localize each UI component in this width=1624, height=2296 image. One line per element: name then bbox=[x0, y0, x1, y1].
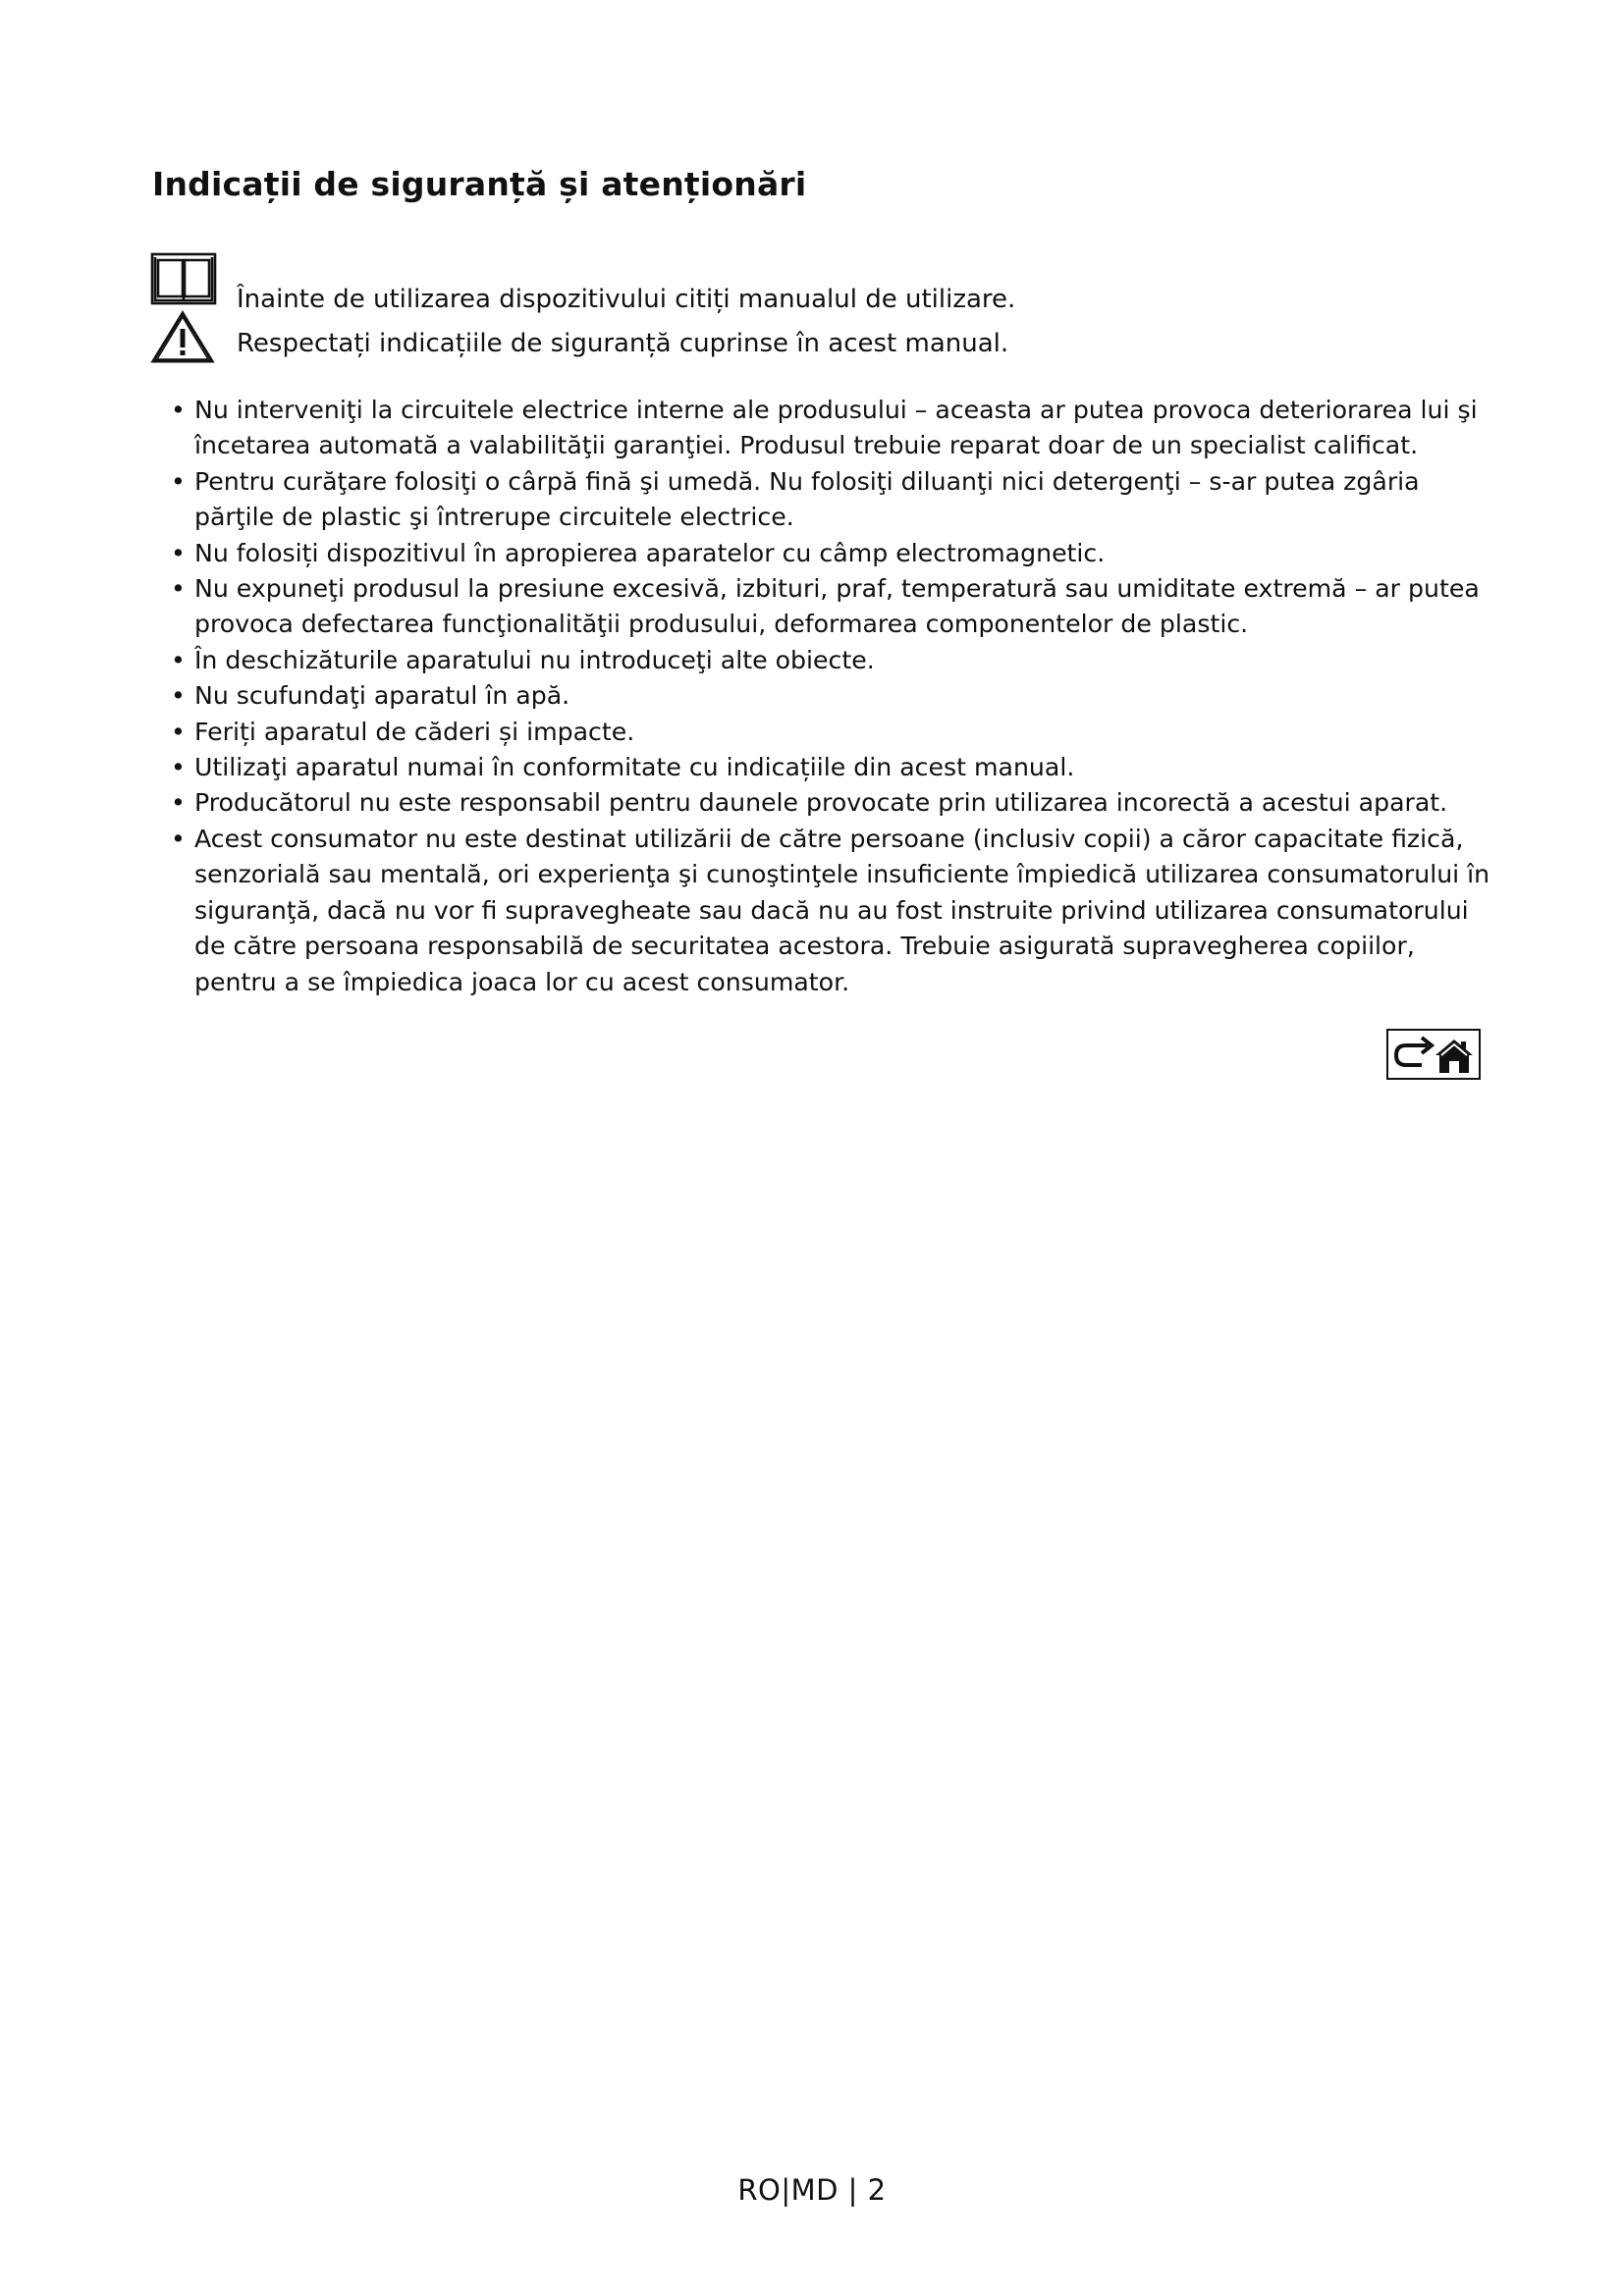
page-title: Indicații de siguranță și atenționări bbox=[152, 165, 807, 203]
notice-safety-text: Respectați indicațiile de siguranță cuprinse în acest manual. bbox=[237, 329, 1009, 358]
list-item bbox=[169, 678, 1494, 714]
list-item bbox=[169, 785, 1494, 821]
bullet-symbol: • bbox=[171, 645, 186, 674]
list-item bbox=[169, 822, 1494, 1000]
list-item-text: Pentru curăţare folosiţi o cârpă fină şi umedă. Nu folosiţi diluanţi nici detergenţi – s-ar putea zgâria părţile de plastic şi întrerupe circuitele electrice. bbox=[194, 466, 1420, 532]
bullet-symbol: • bbox=[171, 574, 186, 604]
list-item-text: Acest consumator nu este destinat utilizării de către persoane (inclusiv copii) a căror capacitate fizică, senzorială sau mentală, ori experienţa şi cunoştinţele insuficiente împiedică utilizarea consumatorului în siguranţă, dacă nu vor fi supravegheate sau dacă nu au fost instruite privind utilizarea consumatorului de către persoana responsabilă de securitatea acestora. Trebuie asigurată supravegherea copiilor, pentru a se împiedica joaca lor cu acest consumator. bbox=[194, 824, 1490, 996]
bullet-symbol: • bbox=[171, 466, 186, 496]
list-item-text: Producătorul nu este responsabil pentru daunele provocate prin utilizarea incorectă a acestui aparat. bbox=[194, 788, 1448, 818]
notice-read-manual-text: Înainte de utilizarea dispozitivului citiți manualul de utilizare. bbox=[237, 285, 1016, 314]
bullet-symbol: • bbox=[171, 753, 186, 782]
home-return-icon bbox=[1392, 1034, 1475, 1075]
bullet-symbol: • bbox=[171, 396, 186, 424]
list-item-text: Nu expuneţi produsul la presiune excesivă, izbituri, praf, temperatură sau umiditate extremă – ar putea provoca defectarea funcţionalităţii produsului, deformarea componentelor de plastic. bbox=[194, 574, 1480, 639]
bullet-symbol: • bbox=[171, 681, 186, 711]
list-item bbox=[169, 571, 1494, 643]
notice-read-manual bbox=[150, 243, 1015, 314]
bullet-symbol: • bbox=[171, 538, 186, 567]
list-item-text: Nu folosiți dispozitivul în apropierea aparatelor cu câmp electromagnetic. bbox=[194, 538, 1106, 567]
list-item bbox=[169, 715, 1494, 750]
safety-bullet-list bbox=[169, 393, 1494, 1000]
list-item bbox=[169, 464, 1494, 536]
list-item-text: Nu scufundaţi aparatul în apă. bbox=[194, 681, 570, 711]
notice-safety bbox=[150, 308, 1008, 365]
warning-triangle-icon bbox=[150, 308, 217, 365]
list-item-text: Feriți aparatul de căderi și impacte. bbox=[194, 717, 635, 746]
manual-book-icon bbox=[150, 250, 217, 307]
list-item-text: Nu interveniţi la circuitele electrice interne ale produsului – aceasta ar putea provoca deteriorarea lui şi încetarea automată a valabilităţii garanţiei. Produsul trebuie reparat doar de un specialist calificat. bbox=[194, 396, 1478, 460]
list-item bbox=[169, 393, 1494, 464]
list-item-text: Utilizaţi aparatul numai în conformitate cu indicațiile din acest manual. bbox=[194, 753, 1075, 782]
bullet-symbol: • bbox=[171, 824, 186, 853]
bullet-symbol: • bbox=[171, 717, 186, 746]
list-item bbox=[169, 643, 1494, 678]
page-number: RO|MD | 2 bbox=[737, 2173, 887, 2207]
list-item bbox=[169, 750, 1494, 785]
bullet-symbol: • bbox=[171, 788, 186, 818]
home-return-button[interactable] bbox=[1386, 1029, 1481, 1080]
list-item-text: În deschizăturile aparatului nu introduceţi alte obiecte. bbox=[194, 645, 875, 674]
list-item bbox=[169, 536, 1494, 571]
